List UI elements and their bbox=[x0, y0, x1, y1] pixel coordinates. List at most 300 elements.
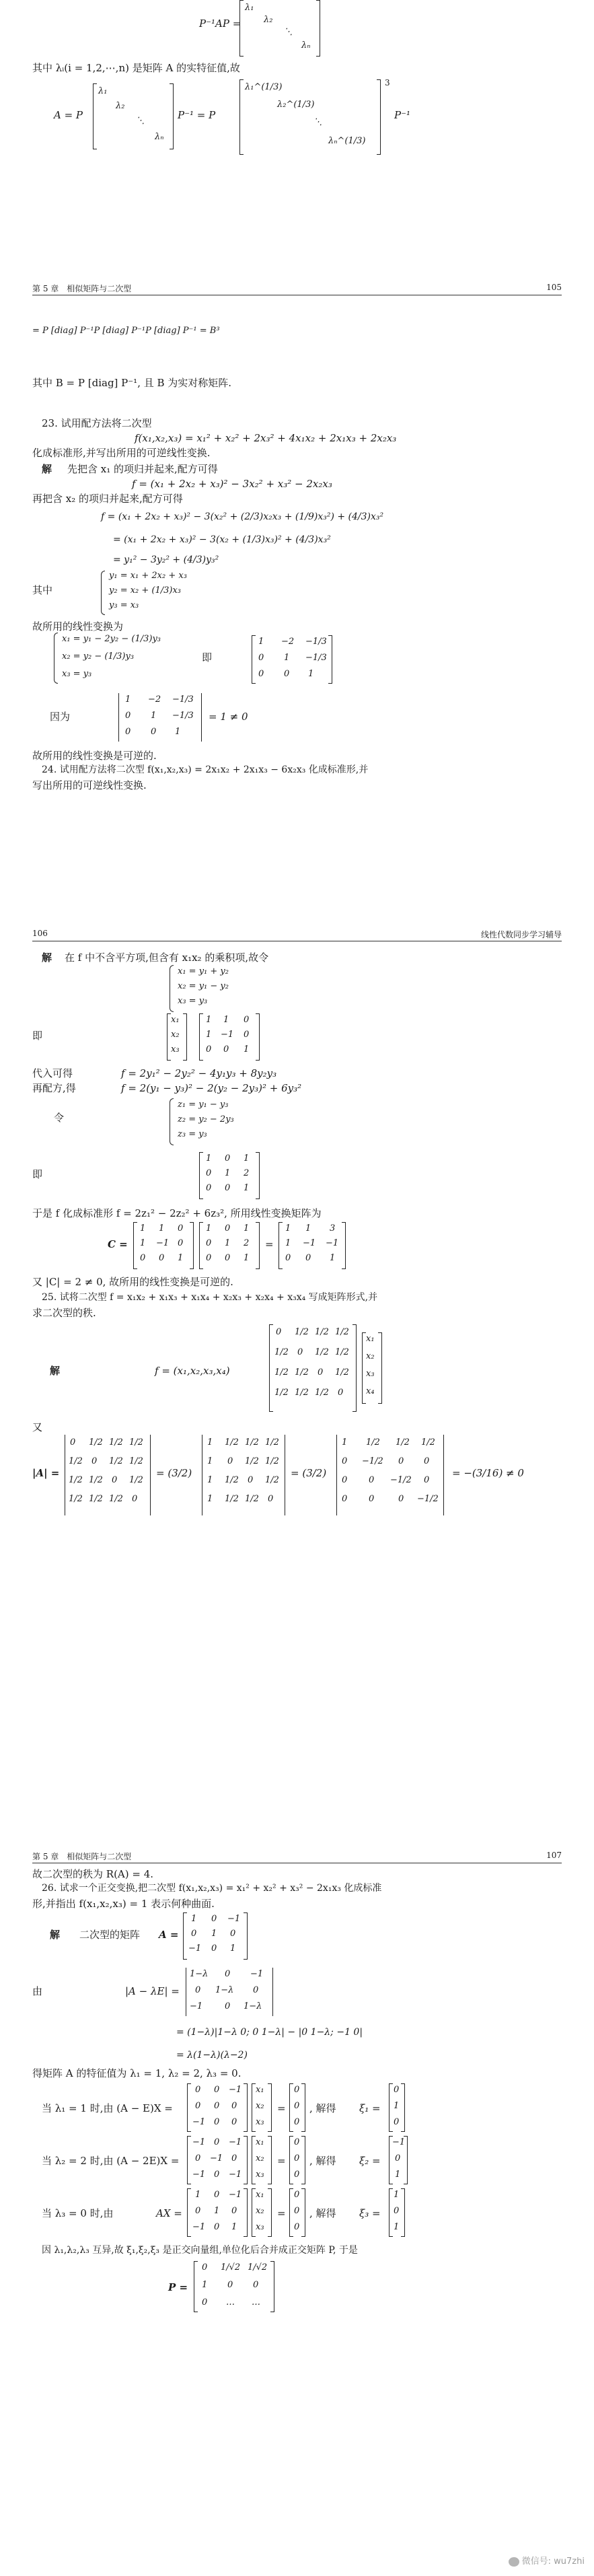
equals: = bbox=[277, 2207, 286, 2219]
m-cell: 0 bbox=[258, 653, 264, 663]
m-cell: x₄ bbox=[366, 1386, 375, 1396]
m-cell: 0 bbox=[178, 1223, 184, 1233]
m-cell: −1 bbox=[326, 1238, 339, 1248]
m-cell: 0 bbox=[125, 711, 131, 721]
diag-cell: λ₁ bbox=[98, 86, 108, 96]
m-cell: 0 bbox=[225, 1969, 231, 1979]
m-cell: 1/2 bbox=[129, 1456, 143, 1466]
m-cell: 0 bbox=[151, 727, 157, 737]
sys-row: z₂ = y₂ − 2y₃ bbox=[178, 1114, 234, 1124]
det-result: = 1 ≠ 0 bbox=[209, 711, 248, 723]
m-cell: 1/√2 bbox=[248, 2262, 268, 2273]
m-cell: 0 bbox=[231, 2101, 237, 2111]
m-cell: 0 bbox=[342, 1475, 348, 1485]
sys-row: x₃ = y₃ bbox=[178, 996, 208, 1006]
det-T bbox=[118, 693, 202, 742]
m-cell: 1/2 bbox=[265, 1475, 279, 1485]
eq-3-2: = (3/2) bbox=[156, 1467, 192, 1479]
diag-matrix-2 bbox=[93, 83, 174, 149]
recomplete-label: 再配方,得 bbox=[32, 1082, 76, 1094]
eq-end: P⁻¹ bbox=[394, 109, 411, 121]
you-label: 由 bbox=[32, 1985, 43, 1997]
char-label: |A − λE| = bbox=[125, 1985, 180, 1997]
m-cell: 1/2 bbox=[109, 1437, 123, 1447]
m-cell: 1 bbox=[214, 2206, 220, 2216]
m-cell: −1 bbox=[192, 2222, 206, 2232]
matrix-l2 bbox=[187, 2136, 248, 2184]
matrix-cB bbox=[199, 1222, 260, 1269]
m-cell: 0 bbox=[294, 2170, 300, 2180]
m-cell: −1 bbox=[210, 2153, 223, 2163]
matrix-T bbox=[252, 635, 332, 684]
solution-label: 解 bbox=[42, 952, 52, 964]
transform-label: 故所用的线性变换为 bbox=[32, 620, 124, 633]
solve-label: , 解得 bbox=[309, 2102, 336, 2114]
m-cell: 1 bbox=[140, 1223, 146, 1233]
m-cell: 0 bbox=[125, 727, 131, 737]
A-label: A = bbox=[159, 1929, 179, 1941]
page-number: 105 bbox=[546, 283, 562, 292]
diag-cell: λₙ bbox=[155, 132, 164, 142]
m-cell: −1/2 bbox=[390, 1475, 412, 1485]
C-label: C = bbox=[108, 1238, 128, 1250]
m-cell: −1 bbox=[188, 1943, 202, 1954]
ji-label: 即 bbox=[202, 651, 213, 664]
m-cell: 0 bbox=[225, 1253, 231, 1263]
m-cell: 0 bbox=[214, 2101, 220, 2111]
m-cell: 1/2 bbox=[89, 1437, 103, 1447]
sol-step-1: 先把含 x₁ 的项归并起来,配方可得 bbox=[67, 463, 218, 475]
diag-matrix-cuberoot bbox=[239, 79, 381, 155]
zero-vec-l2 bbox=[289, 2136, 305, 2184]
m-cell: 0 bbox=[398, 1456, 404, 1466]
m-cell: 0 bbox=[294, 2101, 300, 2111]
m-cell: 1 bbox=[207, 1475, 213, 1485]
diag-cell: λₙ bbox=[301, 40, 311, 50]
m-cell: 0 bbox=[424, 1456, 430, 1466]
m-cell: 0 bbox=[140, 1253, 146, 1263]
m-cell: 1 bbox=[202, 2280, 208, 2290]
page-header-left: 第 5 章 相似矩阵与二次型 bbox=[32, 284, 132, 293]
m-cell: 1 bbox=[244, 1223, 250, 1233]
m-cell: 0 bbox=[294, 2117, 300, 2127]
m-cell: 0 bbox=[305, 1253, 311, 1263]
m-cell: 0 bbox=[285, 1253, 291, 1263]
diag-cell: λ₂^(1/3) bbox=[277, 100, 315, 110]
q24b: 写出所用的可逆线性变换. bbox=[32, 779, 147, 791]
m-cell: 1 bbox=[140, 1238, 146, 1248]
m-cell: −1/2 bbox=[417, 1494, 439, 1504]
m-cell: 1 bbox=[394, 2222, 400, 2232]
m-cell: 1 bbox=[211, 1929, 217, 1939]
m-cell: 1/2 bbox=[129, 1437, 143, 1447]
m-cell: 1 bbox=[191, 1914, 197, 1924]
m-cell: 1 bbox=[223, 1015, 229, 1025]
m-cell: 1 bbox=[207, 1437, 213, 1447]
zero-vec-l1 bbox=[289, 2083, 305, 2132]
m-cell: 0 bbox=[369, 1475, 375, 1485]
eq-similarity: P⁻¹AP = bbox=[199, 17, 242, 30]
m-cell: −1/2 bbox=[362, 1456, 383, 1466]
m-cell: 0 bbox=[206, 1253, 212, 1263]
m-cell: 0 bbox=[253, 1985, 259, 1995]
xi2-vec bbox=[389, 2136, 408, 2184]
ji-label: 即 bbox=[32, 1168, 43, 1180]
eq-f2b: = (x₁ + 2x₂ + x₃)² − 3(x₂ + (1/3)x₃)² + (4/3)x₃² bbox=[113, 534, 331, 545]
m-cell: 1/2 bbox=[335, 1347, 349, 1357]
m-cell: 0 bbox=[225, 1183, 231, 1193]
m-cell: 0 bbox=[195, 2101, 201, 2111]
page-number: 106 bbox=[32, 929, 48, 938]
m-cell: −1 bbox=[229, 2137, 242, 2147]
m-cell: x₂ bbox=[256, 2101, 264, 2111]
equals: = bbox=[277, 2155, 286, 2167]
m-cell: 1/2 bbox=[335, 1327, 349, 1337]
m-cell: −2 bbox=[148, 694, 161, 705]
eigenvalues: 得矩阵 A 的特征值为 λ₁ = 1, λ₂ = 2, λ₃ = 0. bbox=[32, 2067, 242, 2079]
m-cell: 1 bbox=[125, 694, 131, 705]
m-cell: 1 bbox=[151, 711, 157, 721]
sys-row: x₁ = y₁ − 2y₂ − (1/3)y₃ bbox=[62, 634, 161, 644]
page-4 bbox=[0, 1851, 594, 2576]
m-cell: 0 bbox=[258, 669, 264, 679]
m-cell: 0 bbox=[225, 1153, 231, 1164]
m-cell: 3 bbox=[330, 1223, 336, 1233]
m-cell: 0 bbox=[206, 1044, 212, 1054]
m-cell: 0 bbox=[206, 1238, 212, 1248]
solve-label: , 解得 bbox=[309, 2155, 336, 2167]
m-cell: 0 bbox=[214, 2137, 220, 2147]
m-cell: x₁ bbox=[171, 1015, 180, 1025]
m-cell: 0 bbox=[227, 2280, 233, 2290]
detA-label: |A| = bbox=[32, 1467, 60, 1479]
m-cell: −1 bbox=[156, 1238, 170, 1248]
m-cell: −1 bbox=[192, 2137, 206, 2147]
m-cell: 1/2 bbox=[225, 1437, 239, 1447]
m-cell: 0 bbox=[338, 1388, 344, 1398]
zero-vec-l3 bbox=[289, 2188, 305, 2237]
lambda3-label: 当 λ₃ = 0 时,由 bbox=[42, 2207, 114, 2219]
m-cell: … bbox=[252, 2297, 260, 2307]
sys-row: z₃ = y₃ bbox=[178, 1129, 207, 1139]
m-cell: 0 bbox=[284, 669, 290, 679]
m-cell: 0 bbox=[244, 1030, 250, 1040]
m-cell: 1/2 bbox=[295, 1367, 309, 1378]
xi2-label: ξ₂ = bbox=[359, 2155, 381, 2167]
sys-row: x₃ = y₃ bbox=[62, 669, 92, 679]
m-cell: x₂ bbox=[256, 2206, 264, 2216]
m-cell: 0 bbox=[70, 1437, 76, 1447]
system-1 bbox=[170, 965, 270, 1012]
m-cell: 1/2 bbox=[315, 1347, 329, 1357]
det-final: = −(3/16) ≠ 0 bbox=[452, 1467, 524, 1479]
m-cell: −1 bbox=[229, 2190, 242, 2200]
m-cell: 1/2 bbox=[245, 1494, 259, 1504]
m-cell: 0 bbox=[342, 1456, 348, 1466]
m-cell: 1/2 bbox=[274, 1388, 289, 1398]
q23-task: 化成标准形,并写出所用的可逆线性变换. bbox=[32, 447, 211, 459]
solve-label: , 解得 bbox=[309, 2207, 336, 2219]
eq-f2a: f = (x₁ + 2x₂ + x₃)² − 3(x₂² + (2/3)x₂x₃ + (1/9)x₃²) + (4/3)x₃² bbox=[101, 511, 384, 522]
m-cell: x₁ bbox=[256, 2190, 264, 2200]
m-cell: 1−λ bbox=[190, 1969, 209, 1979]
m-cell: 1 bbox=[395, 2170, 401, 2180]
m-cell: 0 bbox=[294, 2190, 300, 2200]
m-cell: 0 bbox=[398, 1494, 404, 1504]
q24: 24. 试用配方法将二次型 f(x₁,x₂,x₃) = 2x₁x₂ + 2x₁x₃ − 6x₂x₃ 化成标准形,并 bbox=[42, 764, 369, 775]
m-cell: 1 bbox=[285, 1238, 291, 1248]
m-cell: 1/2 bbox=[265, 1456, 279, 1466]
det-d3 bbox=[336, 1435, 444, 1515]
m-cell: 0 bbox=[195, 2153, 201, 2163]
m-cell: −1 bbox=[229, 2085, 242, 2095]
m-cell: 1 bbox=[330, 1253, 336, 1263]
m-cell: 1 bbox=[207, 1456, 213, 1466]
ji-label: 即 bbox=[32, 1030, 43, 1042]
m-cell: 0 bbox=[230, 1929, 236, 1939]
sys-row: z₁ = y₁ − y₃ bbox=[178, 1100, 229, 1110]
m-cell: 1 bbox=[244, 1253, 250, 1263]
m-cell: −1/3 bbox=[305, 637, 327, 647]
m-cell: 1 bbox=[206, 1015, 212, 1025]
q25b: 求二次型的秩. bbox=[32, 1307, 96, 1319]
standard-form: 于是 f 化成标准形 f = 2z₁² − 2z₂² + 6z₃², 所用线性变换矩阵为 bbox=[32, 1207, 322, 1219]
watermark-text: 微信号: wu7zhi bbox=[521, 2556, 585, 2567]
m-cell: 2 bbox=[244, 1168, 250, 1178]
orthogonal-note: 因 λ₁,λ₂,λ₃ 互异,故 ξ₁,ξ₂,ξ₃ 是正交向量组,单位化后合并成正交矩阵 P, 于是 bbox=[42, 2245, 358, 2256]
diag-cell: λₙ^(1/3) bbox=[328, 136, 366, 146]
m-cell: −1 bbox=[250, 1969, 264, 1979]
m-cell: 0 bbox=[394, 2085, 400, 2095]
m-cell: 0 bbox=[206, 1183, 212, 1193]
m-cell: 1/2 bbox=[295, 1327, 309, 1337]
m-cell: 0 bbox=[178, 1238, 184, 1248]
m-cell: 1/2 bbox=[89, 1494, 103, 1504]
m-cell: 0 bbox=[206, 1168, 212, 1178]
m-cell: 0 bbox=[202, 2262, 208, 2273]
m-cell: x₂ bbox=[256, 2153, 264, 2163]
m-cell: … bbox=[226, 2297, 235, 2307]
m-cell: 0 bbox=[294, 2153, 300, 2163]
m-cell: 1 bbox=[195, 2190, 201, 2200]
m-cell: 0 bbox=[195, 1985, 201, 1995]
m-cell: 0 bbox=[424, 1475, 430, 1485]
m-cell: 0 bbox=[394, 2117, 400, 2127]
m-cell: 0 bbox=[231, 2153, 237, 2163]
m-cell: 0 bbox=[195, 2085, 201, 2095]
m-cell: 1/2 bbox=[89, 1475, 103, 1485]
m-cell: 0 bbox=[211, 1943, 217, 1954]
conclusion: 故所用的线性变换是可逆的. bbox=[32, 750, 157, 762]
m-cell: x₂ bbox=[171, 1030, 180, 1040]
rank-conclusion: 故二次型的秩为 R(A) = 4. bbox=[32, 1868, 154, 1880]
page-header-left: 第 5 章 相似矩阵与二次型 bbox=[32, 1852, 132, 1861]
lambda2-label: 当 λ₂ = 2 时,由 (A − 2E)X = bbox=[42, 2155, 180, 2167]
m-cell: −1 bbox=[192, 2117, 206, 2127]
m-cell: 1/2 bbox=[69, 1494, 83, 1504]
m-cell: 0 bbox=[211, 1914, 217, 1924]
page-3 bbox=[0, 929, 594, 1635]
solution-label: 解 bbox=[50, 1929, 61, 1941]
m-cell: 1 bbox=[206, 1030, 212, 1040]
because-label: 因为 bbox=[50, 711, 71, 723]
m-cell: −1 bbox=[229, 2170, 242, 2180]
solution-label: 解 bbox=[42, 463, 52, 475]
m-cell: 0 bbox=[318, 1367, 324, 1378]
page-2-cont bbox=[0, 693, 594, 794]
watermark bbox=[509, 2554, 585, 2567]
m-cell: 0 bbox=[297, 1347, 303, 1357]
matrix-cA bbox=[133, 1222, 194, 1269]
m-cell: 0 bbox=[214, 2085, 220, 2095]
m-cell: x₂ bbox=[366, 1351, 375, 1361]
m-cell: 0 bbox=[244, 1015, 250, 1025]
m-cell: −1 bbox=[303, 1238, 316, 1248]
matrix-cR bbox=[279, 1222, 346, 1269]
you-label: 又 bbox=[32, 1421, 43, 1433]
page-number: 107 bbox=[546, 1851, 562, 1860]
diag-cell: λ₂ bbox=[264, 15, 273, 25]
m-cell: 0 bbox=[268, 1494, 274, 1504]
eq-cube-product: = P [diag] P⁻¹P [diag] P⁻¹P [diag] P⁻¹ = B³ bbox=[32, 326, 220, 336]
m-cell: −1 bbox=[392, 2137, 406, 2147]
m-cell: x₃ bbox=[366, 1369, 375, 1379]
m-cell: 1 bbox=[207, 1494, 213, 1504]
matrix-A bbox=[183, 1912, 248, 1960]
m-cell: 2 bbox=[244, 1238, 250, 1248]
m-cell: 1/2 bbox=[274, 1347, 289, 1357]
where-label: 其中 bbox=[32, 584, 53, 596]
m-cell: −1/3 bbox=[172, 711, 194, 721]
system-2 bbox=[170, 1098, 277, 1145]
m-cell: 0 bbox=[253, 2280, 259, 2290]
m-cell: 1/2 bbox=[265, 1437, 279, 1447]
diag-cell: ⋱ bbox=[284, 27, 293, 37]
m-cell: x₁ bbox=[366, 1334, 375, 1344]
f-matrix-form: f = (x₁,x₂,x₃,x₄) bbox=[155, 1365, 230, 1377]
m-cell: 1/2 bbox=[366, 1437, 380, 1447]
diag-cell: λ₁ bbox=[245, 3, 254, 13]
m-cell: 0 bbox=[342, 1494, 348, 1504]
diag-cell: ⋱ bbox=[136, 116, 145, 126]
m-cell: 1 bbox=[230, 1943, 236, 1954]
q26: 26. 试求一个正交变换,把二次型 f(x₁,x₂,x₃) = x₁² + x₂² + x₃² − 2x₁x₃ 化成标准 bbox=[42, 1883, 382, 1894]
sys-row: x₁ = y₁ + y₂ bbox=[178, 966, 229, 976]
m-cell: 1/2 bbox=[69, 1475, 83, 1485]
m-cell: 1 bbox=[258, 637, 264, 647]
det-char bbox=[186, 1968, 273, 2016]
eq-A-decomp: A = P bbox=[54, 109, 83, 121]
matrix-25 bbox=[269, 1324, 357, 1412]
m-cell: 1 bbox=[244, 1044, 250, 1054]
m-cell: −1 bbox=[221, 1030, 234, 1040]
matrix-m1 bbox=[199, 1013, 260, 1061]
diag-matrix-1 bbox=[239, 0, 320, 57]
det-A bbox=[65, 1435, 151, 1515]
diag-cell: ⋱ bbox=[313, 117, 322, 127]
m-cell: −1 bbox=[190, 2001, 203, 2011]
m-cell: 1 bbox=[231, 2222, 237, 2232]
m-cell: 0 bbox=[225, 2001, 231, 2011]
m-cell: x₁ bbox=[256, 2137, 264, 2147]
lambda1-label: 当 λ₁ = 1 时,由 (A − E)X = bbox=[42, 2102, 173, 2114]
m-cell: −1/3 bbox=[305, 653, 327, 663]
sys-row: x₂ = y₂ − (1/3)y₃ bbox=[62, 651, 135, 661]
m-cell: 0 bbox=[231, 2206, 237, 2216]
m-cell: 1/2 bbox=[225, 1475, 239, 1485]
m-cell: 1/2 bbox=[109, 1494, 123, 1504]
det-d2 bbox=[202, 1435, 285, 1515]
m-cell: −2 bbox=[281, 637, 295, 647]
system-y bbox=[101, 571, 235, 615]
eq-f2c: = y₁² − 3y₂² + (4/3)y₃² bbox=[113, 554, 219, 565]
page-1 bbox=[0, 0, 594, 242]
m-cell: −1 bbox=[192, 2170, 206, 2180]
sol-step-1: 在 f 中不含平方项,但含有 x₁x₂ 的乘积项,故令 bbox=[65, 952, 269, 964]
m-cell: x₃ bbox=[256, 2222, 264, 2232]
xvec-l2 bbox=[252, 2136, 272, 2184]
m-cell: 0 bbox=[227, 1456, 233, 1466]
m-cell: 1 bbox=[244, 1153, 250, 1164]
matrix-l3 bbox=[187, 2188, 248, 2237]
m-cell: 0 bbox=[231, 2117, 237, 2127]
m-cell: 0 bbox=[195, 2206, 201, 2216]
m-cell: 0 bbox=[225, 1223, 231, 1233]
xi1-vec bbox=[389, 2083, 405, 2132]
m-cell: 1 bbox=[305, 1223, 311, 1233]
m-cell: 0 bbox=[294, 2222, 300, 2232]
diag-cell: λ₁^(1/3) bbox=[245, 82, 283, 92]
m-cell: x₃ bbox=[171, 1044, 180, 1054]
q23-form: f(x₁,x₂,x₃) = x₁² + x₂² + 2x₃² + 4x₁x₂ + 2x₁x₃ + 2x₂x₃ bbox=[135, 432, 397, 444]
m-cell: 1−λ bbox=[244, 2001, 262, 2011]
xvec-1 bbox=[167, 1013, 187, 1061]
m-cell: 0 bbox=[202, 2297, 208, 2307]
m-cell: 0 bbox=[294, 2206, 300, 2216]
eq-f1: f = (x₁ + 2x₂ + x₃)² − 3x₂² + x₃² − 2x₂x₃ bbox=[132, 478, 332, 490]
m-cell: 0 bbox=[159, 1253, 165, 1263]
m-cell: 1 bbox=[244, 1183, 250, 1193]
page-header-right: 线性代数同步学习辅导 bbox=[480, 930, 562, 939]
m-cell: 1/2 bbox=[129, 1475, 143, 1485]
m-cell: 1 bbox=[159, 1223, 165, 1233]
page-2 bbox=[0, 283, 594, 693]
xi3-label: ξ₃ = bbox=[359, 2207, 381, 2219]
matrix-l1 bbox=[187, 2083, 248, 2132]
equals: = bbox=[277, 2102, 286, 2114]
m-cell: 1 bbox=[342, 1437, 348, 1447]
P-label: P = bbox=[168, 2281, 188, 2293]
eq-B-def: 其中 B = P [diag] P⁻¹, 且 B 为实对称矩阵. bbox=[32, 377, 232, 389]
m-cell: 1/2 bbox=[315, 1388, 329, 1398]
m-cell: 1 bbox=[394, 2190, 400, 2200]
substitute-label: 代入可得 bbox=[32, 1067, 73, 1079]
m-cell: 0 bbox=[191, 1929, 197, 1939]
m-cell: 1 bbox=[285, 1223, 291, 1233]
system-x bbox=[54, 633, 175, 684]
ling-label: 令 bbox=[54, 1112, 65, 1124]
m-cell: −1 bbox=[227, 1914, 241, 1924]
sol-step-2: 再把含 x₂ 的项归并起来,配方可得 bbox=[32, 493, 183, 505]
m-cell: 0 bbox=[223, 1044, 229, 1054]
eq-mid: P⁻¹ = P bbox=[178, 109, 216, 121]
page-gap bbox=[0, 1635, 594, 1851]
m-cell: 1 bbox=[225, 1238, 231, 1248]
xvec-4 bbox=[362, 1332, 382, 1404]
m-cell: 0 bbox=[248, 1475, 254, 1485]
m-cell: 0 bbox=[294, 2085, 300, 2095]
m-cell: 1 bbox=[206, 1153, 212, 1164]
